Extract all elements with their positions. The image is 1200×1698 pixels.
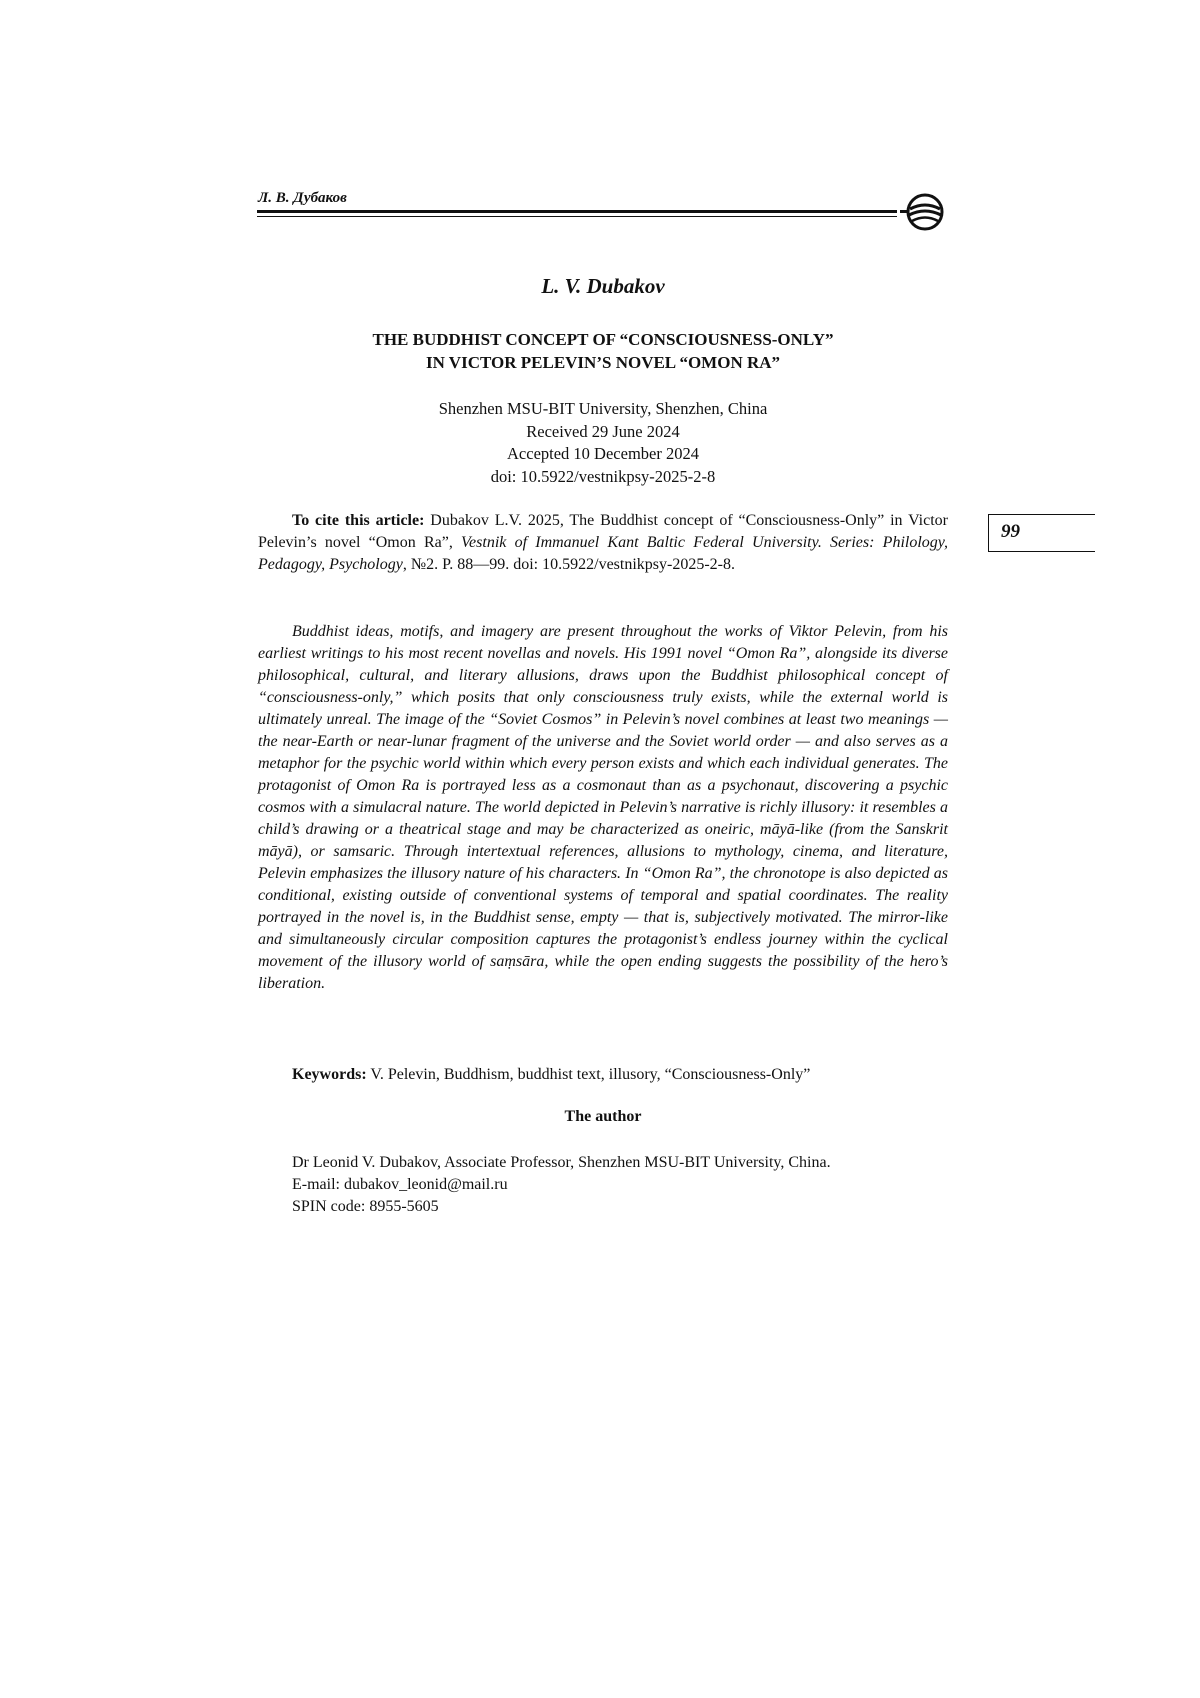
author-description: Dr Leonid V. Dubakov, Associate Professor, Shenzhen MSU-BIT University, China. xyxy=(292,1154,831,1171)
article-author: L. V. Dubakov xyxy=(541,274,665,298)
affiliation: Shenzhen MSU-BIT University, Shenzhen, China xyxy=(438,399,768,418)
citation-text-end: , №2. P. 88—99. doi: 10.5922/vestnikpsy-2025-2-8. xyxy=(402,556,735,573)
keywords-text: V. Pelevin, Buddhism, buddhist text, illusory, “Consciousness-Only” xyxy=(366,1066,811,1083)
accepted-date: Accepted 10 December 2024 xyxy=(507,444,699,463)
article-meta xyxy=(258,398,948,488)
author-spin: SPIN code: 8955-5605 xyxy=(292,1198,439,1215)
citation-journal: Vestnik of Immanuel Kant Baltic Federal University. Series: Philology, Pedagogy, Psychology xyxy=(258,534,949,573)
keywords xyxy=(258,1064,948,1086)
article-title xyxy=(258,328,948,374)
journal-logo-icon xyxy=(900,192,950,232)
keywords-label: Keywords: xyxy=(292,1066,367,1083)
header-rule-thin xyxy=(257,216,897,217)
running-header-author: Л. В. Дубаков xyxy=(258,190,347,206)
citation-paragraph xyxy=(258,510,948,576)
title-line-1: THE BUDDHIST CONCEPT OF “CONSCIOUSNESS-ONLY” xyxy=(372,330,834,349)
citation-text: Dubakov L.V. 2025, The Buddhist concept of “Consciousness-Only” in Victor Pelevin’s novel “Omon Ra”, xyxy=(258,512,948,551)
page-number-box xyxy=(988,514,1095,552)
doi: doi: 10.5922/vestnikpsy-2025-2-8 xyxy=(490,466,716,486)
author-info xyxy=(258,1152,948,1218)
title-line-2: IN VICTOR PELEVIN’S NOVEL “OMON RA” xyxy=(425,353,781,372)
abstract: Buddhist ideas, motifs, and imagery are present throughout the works of Viktor Pelevin, from his earliest writings to his most recent novellas and novels. His 1991 novel “Omon Ra”, alongside its diverse philosophical, cultural, and literary allusions, draws upon the Buddhist philosophical concept of “consciousness-only,” which posits that only consciousness truly exists, while the external world is ultimately unreal. The image of the “Soviet Cosmos” in Pelevin’s novel combines at least two meanings — the near-Earth or near-lunar fragment of the universe and the Soviet world order — and also serves as a metaphor for the psychic world within which every person exists and which each individual generates. The protagonist of Omon Ra is portrayed less as a cosmonaut than as a psychonaut, discovering a psychic cosmos with a simulacral nature. The world depicted in Pelevin’s narrative is richly illusory: it resembles a child’s drawing or a theatrical stage and may be characterized as oneiric, māyā-like (from the Sanskrit māyā), or samsaric. Through intertextual references, allusions to mythology, cinema, and literature, Pelevin emphasizes the illusory nature of his characters. In “Omon Ra”, the chronotope is also depicted as conditional, existing outside of conventional systems of temporal and spatial coordinates. The reality portrayed in the novel is, in the Buddhist sense, empty — that is, subjectively motivated. The mirror-like and simultaneously circular composition captures the protagonist’s endless journey within the cyclical movement of the illusory world of saṃsāra, while the open ending suggests the possibility of the hero’s liberation. xyxy=(258,623,948,992)
received-date: Received 29 June 2024 xyxy=(526,421,680,441)
author-email: E-mail: dubakov_leonid@mail.ru xyxy=(292,1176,508,1193)
author-heading: The author xyxy=(564,1108,642,1125)
citation-label: To cite this article: xyxy=(292,512,425,529)
page-number: 99 xyxy=(1001,521,1020,542)
header-rule xyxy=(257,210,897,213)
